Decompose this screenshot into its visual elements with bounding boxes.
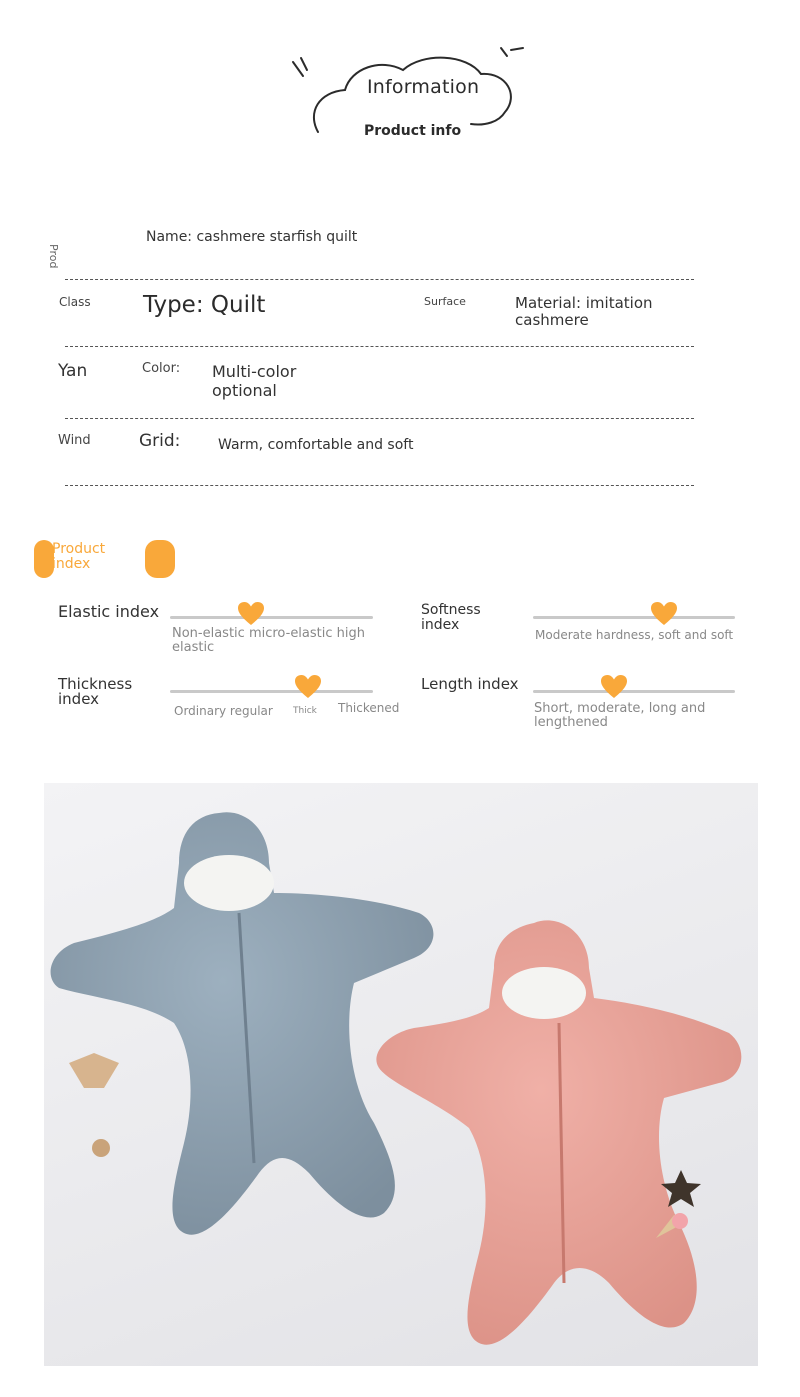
length-heart-icon xyxy=(600,674,628,700)
thickness-heart-icon xyxy=(294,674,322,700)
thickness-index-label: Thickness index xyxy=(58,675,133,708)
product-type: Type: Quilt xyxy=(143,292,266,318)
elastic-index-desc: Non-elastic micro-elastic high elastic xyxy=(172,626,365,655)
color-label: Color: xyxy=(142,361,181,376)
color-value: Multi-color optional xyxy=(212,362,297,400)
product-material: Material: imitation cashmere xyxy=(515,294,653,329)
softness-index-desc: Moderate hardness, soft and soft xyxy=(535,628,734,642)
side-label-yan: Yan xyxy=(58,361,88,381)
row-divider xyxy=(65,279,694,280)
side-label-prod: Prod xyxy=(47,244,60,269)
product-photo xyxy=(44,783,758,1366)
side-label-class: Class xyxy=(59,295,91,309)
accent-blob-left xyxy=(34,540,54,578)
elastic-index-label: Elastic index xyxy=(58,602,160,621)
product-index-title: Product index xyxy=(52,541,106,572)
section-title: Information xyxy=(367,76,480,98)
ball-decoration-icon xyxy=(92,1139,110,1157)
starfish-quilts-illustration xyxy=(44,783,758,1366)
softness-index-bar xyxy=(533,616,735,619)
row-divider xyxy=(65,418,694,419)
grid-value: Warm, comfortable and soft xyxy=(218,437,414,453)
elastic-index-bar xyxy=(170,616,373,619)
section-subtitle: Product info xyxy=(364,123,462,139)
grid-label: Grid: xyxy=(139,431,181,451)
length-index-label: Length index xyxy=(421,675,519,693)
thickness-option-thick: Thick xyxy=(293,706,317,716)
pink-hood-lining xyxy=(502,967,586,1019)
product-name: Name: cashmere starfish quilt xyxy=(146,229,358,245)
softness-heart-icon xyxy=(650,601,678,627)
row-divider xyxy=(65,485,694,486)
elastic-heart-icon xyxy=(237,601,265,627)
length-index-bar xyxy=(533,690,735,693)
ornament-decoration-icon xyxy=(69,1053,119,1088)
side-label-surface: Surface xyxy=(424,295,466,308)
blue-hood-lining xyxy=(184,855,274,911)
length-index-desc: Short, moderate, long and lengthened xyxy=(534,701,706,730)
thickness-index-bar xyxy=(170,690,373,693)
thickness-option-ordinary: Ordinary regular xyxy=(174,704,273,718)
row-divider xyxy=(65,346,694,347)
accent-blob-right xyxy=(145,540,175,578)
thickness-option-thickened: Thickened xyxy=(338,701,400,715)
softness-index-label: Softness index xyxy=(421,602,481,633)
side-label-wind: Wind xyxy=(58,433,91,448)
